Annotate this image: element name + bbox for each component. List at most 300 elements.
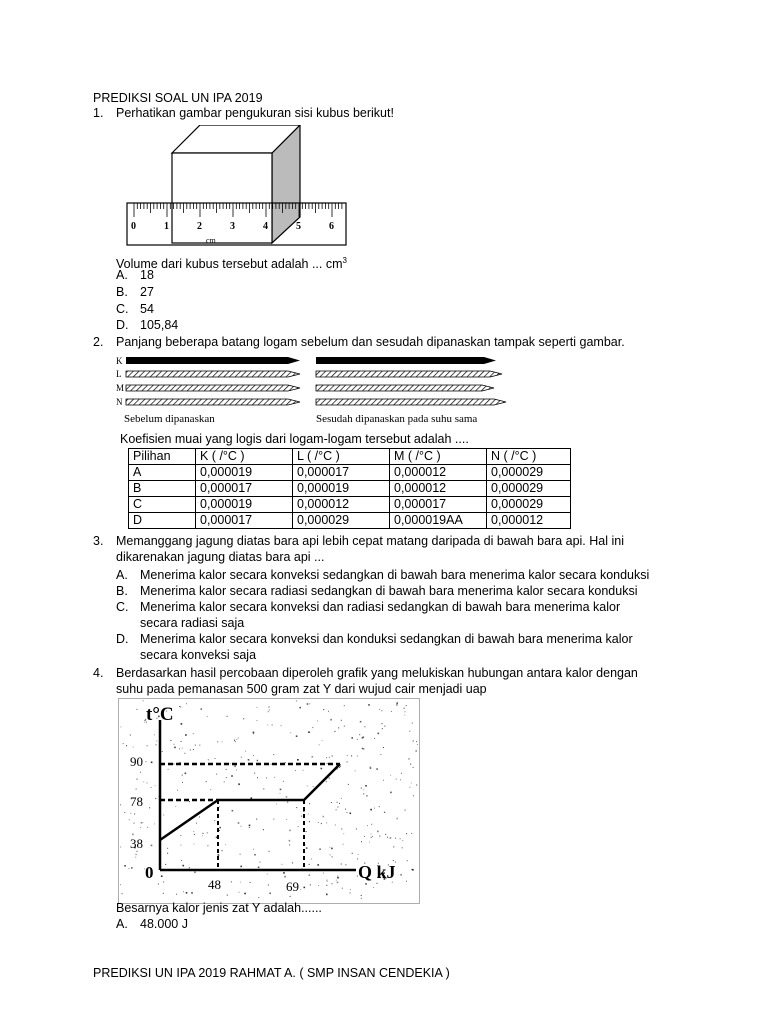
speckle-dot <box>407 860 408 861</box>
speckle-dot <box>339 803 340 804</box>
speckle-dot <box>226 769 227 770</box>
speckle-dot <box>317 864 319 866</box>
speckle-dot <box>306 831 307 832</box>
speckle-dot <box>348 784 349 785</box>
speckle-dot <box>193 749 194 750</box>
speckle-dot <box>133 746 134 747</box>
speckle-dot <box>300 889 301 890</box>
speckle-dot <box>234 766 236 768</box>
speckle-dot <box>366 795 368 797</box>
q3-option-a-key: A. <box>116 568 128 582</box>
rods-figure <box>116 354 526 426</box>
speckle-dot <box>310 884 311 885</box>
speckle-dot <box>413 767 414 768</box>
speckle-dot <box>327 763 328 764</box>
rod-label-m: M <box>116 383 125 393</box>
speckle-dot <box>217 741 218 742</box>
speckle-dot <box>393 846 394 847</box>
q1-option-d: 105,84 <box>140 318 179 332</box>
speckle-dot <box>280 793 281 794</box>
speckle-dot <box>372 836 373 837</box>
speckle-dot <box>238 784 240 786</box>
speckle-dot <box>167 853 168 854</box>
speckle-dot <box>390 775 391 776</box>
speckle-dot <box>216 774 217 775</box>
speckle-dot <box>297 759 299 761</box>
speckle-dot <box>377 883 378 884</box>
q1-option-a-key: A. <box>116 268 128 282</box>
speckle-dot <box>361 895 362 896</box>
speckle-dot <box>199 817 200 818</box>
speckle-dot <box>290 732 291 733</box>
speckle-dot <box>222 741 223 742</box>
speckle-dot <box>207 716 208 717</box>
speckle-dot <box>227 895 228 896</box>
speckle-dot <box>238 822 240 824</box>
speckle-dot <box>243 718 244 719</box>
speckle-dot <box>155 798 156 799</box>
speckle-dot <box>404 715 405 716</box>
page-header: PREDIKSI SOAL UN IPA 2019 <box>93 91 263 105</box>
speckle-dot <box>336 880 337 881</box>
speckle-dot <box>241 757 242 758</box>
speckle-dot <box>404 708 405 709</box>
speckle-dot <box>128 868 129 869</box>
speckle-dot <box>351 755 352 756</box>
speckle-dot <box>411 783 412 784</box>
y-axis-label: t°C <box>146 704 174 725</box>
speckle-dot <box>182 782 183 783</box>
speckle-dot <box>283 781 284 782</box>
speckle-dot <box>245 751 246 752</box>
rod-k-after <box>316 357 496 364</box>
q3-option-a: Menerima kalor secara konveksi sedangkan di bawah bara menerima kalor secara konduksi <box>140 568 650 582</box>
speckle-dot <box>312 756 314 758</box>
speckle-dot <box>248 759 250 761</box>
speckle-dot <box>174 744 175 745</box>
speckle-dot <box>295 770 296 771</box>
speckle-dot <box>263 829 264 830</box>
table-row <box>129 481 571 497</box>
table-cell: 0,000012 <box>390 465 487 481</box>
speckle-dot <box>365 785 367 787</box>
speckle-dot <box>196 823 197 824</box>
speckle-dot <box>337 876 338 877</box>
speckle-dot <box>122 893 123 894</box>
speckle-dot <box>194 834 195 835</box>
speckle-dot <box>184 753 185 754</box>
speckle-dot <box>176 894 177 895</box>
speckle-dot <box>134 814 135 815</box>
speckle-dot <box>337 802 338 803</box>
q3-option-b-key: B. <box>116 584 128 598</box>
speckle-dot <box>186 703 187 704</box>
speckle-dot <box>416 741 417 742</box>
speckle-dot <box>327 881 328 882</box>
speckle-dot <box>356 829 357 830</box>
speckle-dot <box>151 762 153 764</box>
table-header-cell: L ( /°C ) <box>293 449 390 465</box>
speckle-dot <box>240 854 241 855</box>
speckle-dot <box>250 882 251 883</box>
speckle-dot <box>189 867 190 868</box>
q4-option-a: 48.000 J <box>140 917 188 931</box>
speckle-dot <box>222 850 223 851</box>
table-header-cell: M ( /°C ) <box>390 449 487 465</box>
ruler-label: 1 <box>164 221 169 232</box>
speckle-dot <box>271 764 272 765</box>
table-cell: D <box>129 513 196 529</box>
speckle-dot <box>336 809 337 810</box>
speckle-dot <box>309 874 311 876</box>
speckle-dot <box>357 858 358 859</box>
speckle-dot <box>284 876 286 878</box>
speckle-dot <box>182 775 183 776</box>
speckle-dot <box>313 786 314 787</box>
speckle-dot <box>330 719 332 721</box>
speckle-dot <box>383 780 384 781</box>
speckle-dot <box>400 838 401 839</box>
speckle-dot <box>384 726 385 727</box>
q3-line2: dikarenakan jagung diatas bara api ... <box>116 550 325 564</box>
speckle-dot <box>409 731 410 732</box>
speckle-dot <box>135 857 136 858</box>
speckle-dot <box>170 740 171 741</box>
speckle-dot <box>391 711 392 712</box>
cube-ruler-figure <box>126 125 348 249</box>
table-cell: 0,000029 <box>293 513 390 529</box>
page-footer: PREDIKSI UN IPA 2019 RAHMAT A. ( SMP INSAN CENDEKIA ) <box>93 966 450 980</box>
rod-k-before <box>126 357 300 364</box>
table-cell: 0,000017 <box>196 481 293 497</box>
speckle-dot <box>321 823 322 824</box>
speckle-dot <box>173 764 174 765</box>
speckle-dot <box>371 824 372 825</box>
table-cell: A <box>129 465 196 481</box>
q4-line1: Berdasarkan hasil percobaan diperoleh grafik yang melukiskan hubungan antara kalor dengan <box>116 666 638 680</box>
speckle-dot <box>179 748 180 749</box>
table-cell: 0,000019 <box>196 465 293 481</box>
speckle-dot <box>143 781 144 782</box>
q4-option-a-key: A. <box>116 917 128 931</box>
speckle-dot <box>343 833 344 834</box>
speckle-dot <box>361 841 362 842</box>
speckle-dot <box>215 758 216 759</box>
speckle-dot <box>236 770 237 771</box>
speckle-dot <box>123 743 124 744</box>
speckle-dot <box>136 854 137 855</box>
speckle-dot <box>131 867 133 869</box>
speckle-dot <box>283 872 285 874</box>
speckle-dot <box>328 711 329 712</box>
q2-table-intro: Koefisien muai yang logis dari logam-logam tersebut adalah .... <box>120 432 469 446</box>
rod-n-after <box>316 399 506 405</box>
speckle-dot <box>412 723 413 724</box>
speckle-dot <box>289 844 290 845</box>
speckle-dot <box>355 770 356 771</box>
speckle-dot <box>136 709 137 710</box>
speckle-dot <box>308 731 310 733</box>
table-cell: 0,000017 <box>390 497 487 513</box>
speckle-dot <box>269 893 271 895</box>
speckle-dot <box>361 788 362 789</box>
q3-option-d-line2: secara konveksi saja <box>140 648 257 662</box>
speckle-dot <box>144 722 145 723</box>
speckle-dot <box>306 847 308 849</box>
speckle-dot <box>267 724 268 725</box>
speckle-dot <box>289 840 291 842</box>
speckle-dot <box>416 785 417 786</box>
speckle-dot <box>345 809 346 810</box>
speckle-dot <box>301 816 302 817</box>
speckle-dot <box>129 819 130 820</box>
speckle-dot <box>304 887 306 889</box>
speckle-dot <box>147 827 148 828</box>
speckle-dot <box>183 891 184 892</box>
speckle-dot <box>406 705 407 706</box>
speckle-dot <box>258 867 260 869</box>
speckle-dot <box>259 862 260 863</box>
speckle-dot <box>249 825 251 827</box>
speckle-dot <box>165 864 166 865</box>
table-cell: 0,000019AA <box>390 513 487 529</box>
speckle-dot <box>163 882 164 883</box>
q1-option-c: 54 <box>140 302 154 316</box>
speckle-dot <box>351 737 353 739</box>
speckle-dot <box>377 831 379 833</box>
speckle-dot <box>151 787 152 788</box>
speckle-dot <box>379 806 380 807</box>
speckle-dot <box>413 741 414 742</box>
speckle-dot <box>154 734 155 735</box>
speckle-dot <box>359 734 360 735</box>
speckle-dot <box>323 873 324 874</box>
speckle-dot <box>120 804 121 805</box>
speckle-dot <box>257 720 258 721</box>
q3-option-c-line2: secara radiasi saja <box>140 616 245 630</box>
speckle-dot <box>268 885 269 886</box>
speckle-dot <box>360 721 362 723</box>
speckle-dot <box>194 872 196 874</box>
speckle-dot <box>189 801 190 802</box>
after-caption: Sesudah dipanaskan pada suhu sama <box>316 413 478 425</box>
speckle-dot <box>208 759 209 760</box>
speckle-dot <box>378 733 380 735</box>
speckle-dot <box>253 732 255 734</box>
speckle-dot <box>244 893 246 895</box>
speckle-dot <box>396 779 397 780</box>
speckle-dot <box>365 883 367 885</box>
speckle-dot <box>339 767 340 768</box>
table-row <box>129 513 571 529</box>
speckle-dot <box>329 847 330 848</box>
speckle-dot <box>161 875 163 877</box>
speckle-dot <box>342 888 343 889</box>
table-cell: 0,000029 <box>487 481 571 497</box>
speckle-dot <box>337 807 338 808</box>
speckle-dot <box>331 802 332 803</box>
speckle-dot <box>332 856 333 857</box>
speckle-dot <box>340 766 341 767</box>
speckle-dot <box>185 734 187 736</box>
speckle-dot <box>142 822 143 823</box>
speckle-dot <box>194 844 195 845</box>
speckle-dot <box>286 819 287 820</box>
speckle-dot <box>384 812 385 813</box>
speckle-dot <box>326 757 327 758</box>
speckle-dot <box>202 835 203 836</box>
before-caption: Sebelum dipanaskan <box>124 413 215 425</box>
speckle-dot <box>379 709 380 710</box>
speckle-dot <box>367 825 368 826</box>
speckle-dot <box>147 745 148 746</box>
speckle-dot <box>309 703 310 704</box>
table-cell: 0,000017 <box>293 465 390 481</box>
speckle-dot <box>396 702 398 704</box>
rod-m-before <box>126 385 300 391</box>
speckle-dot <box>385 834 386 835</box>
speckle-dot <box>276 803 277 804</box>
speckle-dot <box>226 777 227 778</box>
speckle-dot <box>383 747 384 748</box>
speckle-dot <box>296 735 298 737</box>
speckle-dot <box>326 781 327 782</box>
speckle-dot <box>167 848 168 849</box>
speckle-dot <box>266 777 267 778</box>
speckle-dot <box>309 864 310 865</box>
speckle-dot <box>317 720 318 721</box>
speckle-dot <box>303 770 304 771</box>
speckle-dot <box>191 892 193 894</box>
q1-question-text: Volume dari kubus tersebut adalah ... cm <box>116 257 343 272</box>
speckle-dot <box>357 756 358 757</box>
speckle-dot <box>253 733 254 734</box>
speckle-dot <box>309 821 310 822</box>
speckle-dot <box>345 864 346 865</box>
speckle-dot <box>292 862 293 863</box>
speckle-dot <box>253 849 254 850</box>
y-tick-38: 38 <box>130 836 143 851</box>
speckle-dot <box>181 723 183 725</box>
speckle-dot <box>156 741 157 742</box>
table-row <box>129 497 571 513</box>
table-cell: 0,000019 <box>196 497 293 513</box>
speckle-dot <box>180 707 181 708</box>
speckle-dot <box>239 892 240 893</box>
speckle-dot <box>390 837 392 839</box>
speckle-dot <box>382 728 383 729</box>
speckle-dot <box>415 750 417 752</box>
speckle-dot <box>143 700 144 701</box>
speckle-dot <box>268 711 269 712</box>
speckle-dot <box>347 812 348 813</box>
ruler-label: 2 <box>197 221 202 232</box>
speckle-dot <box>149 807 150 808</box>
speckle-dot <box>253 755 254 756</box>
speckle-dot <box>240 866 242 868</box>
table-cell: 0,000019 <box>293 481 390 497</box>
speckle-dot <box>402 840 403 841</box>
speckle-dot <box>286 796 288 798</box>
speckle-dot <box>343 844 344 845</box>
speckle-dot <box>364 726 365 727</box>
speckle-dot <box>263 788 264 789</box>
speckle-dot <box>190 749 191 750</box>
origin-label: 0 <box>145 863 154 882</box>
table-cell: 0,000012 <box>487 513 571 529</box>
speckle-dot <box>274 777 275 778</box>
speckle-dot <box>326 894 328 896</box>
speckle-dot <box>364 836 365 837</box>
rod-m-after <box>316 385 494 391</box>
speckle-dot <box>124 812 125 813</box>
speckle-dot <box>347 755 348 756</box>
speckle-dot <box>347 761 348 762</box>
speckle-dot <box>362 737 364 739</box>
speckle-dot <box>307 703 309 705</box>
speckle-dot <box>326 885 327 886</box>
ruler-label: 5 <box>296 221 301 232</box>
speckle-dot <box>332 883 333 884</box>
speckle-dot <box>318 822 319 823</box>
speckle-dot <box>230 763 231 764</box>
speckle-dot <box>132 834 134 836</box>
speckle-dot <box>337 877 339 879</box>
speckle-dot <box>280 789 282 791</box>
speckle-dot <box>417 744 418 745</box>
heating-graph <box>118 698 420 904</box>
speckle-dot <box>331 848 333 850</box>
table-cell: B <box>129 481 196 497</box>
speckle-dot <box>145 761 146 762</box>
speckle-dot <box>254 773 255 774</box>
speckle-dot <box>256 819 257 820</box>
q2-text: Panjang beberapa batang logam sebelum dan sesudah dipanaskan tampak seperti gambar. <box>116 335 625 349</box>
speckle-dot <box>175 806 176 807</box>
speckle-dot <box>120 847 121 848</box>
q1-number: 1. <box>93 106 104 120</box>
speckle-dot <box>387 837 388 838</box>
speckle-dot <box>362 748 363 749</box>
speckle-dot <box>371 834 372 835</box>
speckle-dot <box>350 889 351 890</box>
speckle-dot <box>207 832 208 833</box>
speckle-dot <box>357 739 358 740</box>
speckle-dot <box>180 835 181 836</box>
speckle-dot <box>141 822 143 824</box>
speckle-dot <box>158 884 159 885</box>
speckle-dot <box>332 756 333 757</box>
ruler-unit-label: cm <box>206 236 216 245</box>
x-axis-label: Q kJ <box>358 862 396 882</box>
speckle-dot <box>203 833 204 834</box>
speckle-dot <box>254 854 256 856</box>
q4-line2: suhu pada pemanasan 500 gram zat Y dari wujud cair menjadi uap <box>116 682 487 696</box>
speckle-dot <box>329 757 330 758</box>
speckle-dot <box>296 807 297 808</box>
speckle-dot <box>162 751 163 752</box>
speckle-dot <box>341 829 342 830</box>
speckle-dot <box>309 803 310 804</box>
table-cell: 0,000012 <box>293 497 390 513</box>
speckle-dot <box>390 792 392 794</box>
speckle-dot <box>207 845 208 846</box>
speckle-dot <box>273 754 274 755</box>
speckle-dot <box>218 854 220 856</box>
speckle-dot <box>350 892 351 893</box>
speckle-dot <box>181 860 182 861</box>
speckle-dot <box>413 795 414 796</box>
